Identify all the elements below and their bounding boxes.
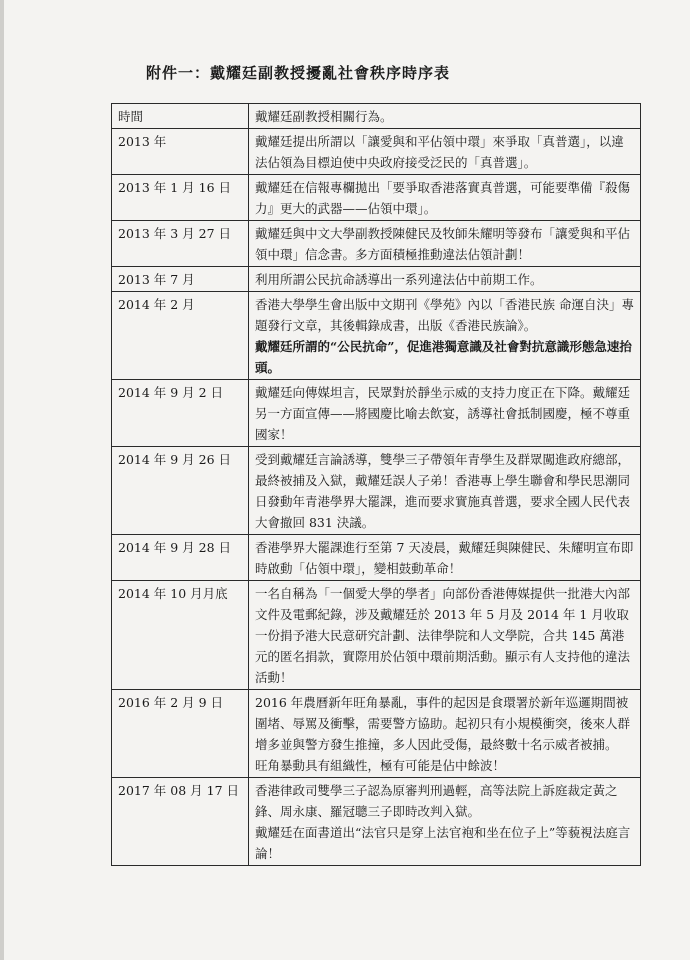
table-row (112, 380, 641, 447)
event-paragraph: 戴耀廷在信報專欄拋出「要爭取香港落實真普選，可能要準備『殺傷力』更大的武器——佔領中環」。 (255, 180, 631, 216)
table-row (112, 690, 641, 778)
header-date-cell: 時間 (112, 104, 249, 129)
date-cell: 2014 年 9 月 28 日 (112, 535, 249, 581)
timeline-table (111, 103, 641, 866)
event-paragraph: 戴耀廷向傳媒坦言，民眾對於靜坐示威的支持力度正在下降。戴耀廷另一方面宣傳——將國慶比喻去飲宴，誘導社會抵制國慶，極不尊重國家！ (255, 385, 631, 442)
event-cell (249, 447, 641, 535)
table-row (112, 778, 641, 866)
event-cell (249, 690, 641, 778)
date-cell: 2013 年 7 月 (112, 267, 249, 292)
date-cell: 2017 年 08 月 17 日 (112, 778, 249, 866)
table-row (112, 447, 641, 535)
event-cell (249, 292, 641, 380)
date-cell: 2014 年 9 月 2 日 (112, 380, 249, 447)
table-row (112, 129, 641, 175)
table-header-row (112, 104, 641, 129)
table-row (112, 267, 641, 292)
event-paragraph: 戴耀廷在面書道出“法官只是穿上法官袍和坐在位子上”等藐視法庭言論！ (255, 825, 631, 861)
event-paragraph: 戴耀廷所謂的“公民抗命”，促進港獨意識及社會對抗意識形態急速抬頭。 (255, 339, 632, 375)
event-paragraph: 利用所謂公民抗命誘導出一系列違法佔中前期工作。 (255, 272, 543, 287)
event-paragraph: 香港律政司雙學三子認為原審判刑過輕，高等法院上訴庭裁定黃之鋒、周永康、羅冠聰三子即時改判入獄。 (255, 783, 618, 819)
event-cell (249, 267, 641, 292)
table-row (112, 175, 641, 221)
page-edge (0, 0, 4, 960)
event-paragraph: 受到戴耀廷言論誘導，雙學三子帶領年青學生及群眾闖進政府總部，最終被捕及入獄，戴耀廷誤人子弟！香港專上學生聯會和學民思潮同日發動年青港學界大罷課，進而要求實施真普選，要求全國人民代表大會撤回 831 決議。 (255, 452, 631, 530)
header-event-cell: 戴耀廷副教授相關行為。 (249, 104, 641, 129)
table-row (112, 292, 641, 380)
event-paragraph: 一名自稱為「一個愛大學的學者」向部份香港傳媒提供一批港大內部文件及電郵紀錄，涉及戴耀廷於 2013 年 5 月及 2014 年 1 月收取一份捐予港大民意研究計劃、法律學院和人文學院，合共 145 萬港元的匿名捐款，實際用於佔領中環前期活動。顯示有人支持他的違法活動！ (255, 586, 631, 685)
event-paragraph: 香港大學學生會出版中文期刊《學苑》內以「香港民族 命運自決」專題發行文章，其後輯錄成書，出版《香港民族論》。 (255, 297, 634, 333)
event-cell (249, 221, 641, 267)
event-paragraph: 旺角暴動具有組織性，極有可能是佔中餘波！ (255, 758, 506, 773)
date-cell: 2016 年 2 月 9 日 (112, 690, 249, 778)
date-cell: 2013 年 3 月 27 日 (112, 221, 249, 267)
document-title: 附件一：戴耀廷副教授擾亂社會秩序時序表 (146, 64, 451, 82)
event-cell (249, 175, 641, 221)
event-paragraph: 戴耀廷與中文大學副教授陳健民及牧師朱耀明等發布「讓愛與和平佔領中環」信念書。多方面積極推動違法佔領計劃！ (255, 226, 631, 262)
date-cell: 2014 年 9 月 26 日 (112, 447, 249, 535)
date-cell: 2013 年 (112, 129, 249, 175)
table-row (112, 581, 641, 690)
table-row (112, 221, 641, 267)
timeline-body (112, 104, 641, 866)
event-cell (249, 535, 641, 581)
event-paragraph: 香港學界大罷課進行至第 7 天凌晨，戴耀廷與陳健民、朱耀明宣布即時啟動「佔領中環」，變相鼓動革命！ (255, 540, 634, 576)
table-row (112, 535, 641, 581)
event-cell (249, 380, 641, 447)
event-cell (249, 581, 641, 690)
date-cell: 2014 年 10 月月底 (112, 581, 249, 690)
event-paragraph: 戴耀廷提出所謂以「讓愛與和平佔領中環」來爭取「真普選」，以違法佔領為目標迫使中央政府接受泛民的「真普選」。 (255, 134, 624, 170)
date-cell: 2013 年 1 月 16 日 (112, 175, 249, 221)
event-paragraph: 2016 年農曆新年旺角暴亂，事件的起因是食環署於新年巡邏期間被圍堵、辱罵及衝擊，需要警方協助。起初只有小規模衝突，後來人群增多並與警方發生推撞，多人因此受傷，最終數十名示威者被捕。 (255, 695, 631, 752)
date-cell: 2014 年 2 月 (112, 292, 249, 380)
event-cell (249, 129, 641, 175)
event-cell (249, 778, 641, 866)
